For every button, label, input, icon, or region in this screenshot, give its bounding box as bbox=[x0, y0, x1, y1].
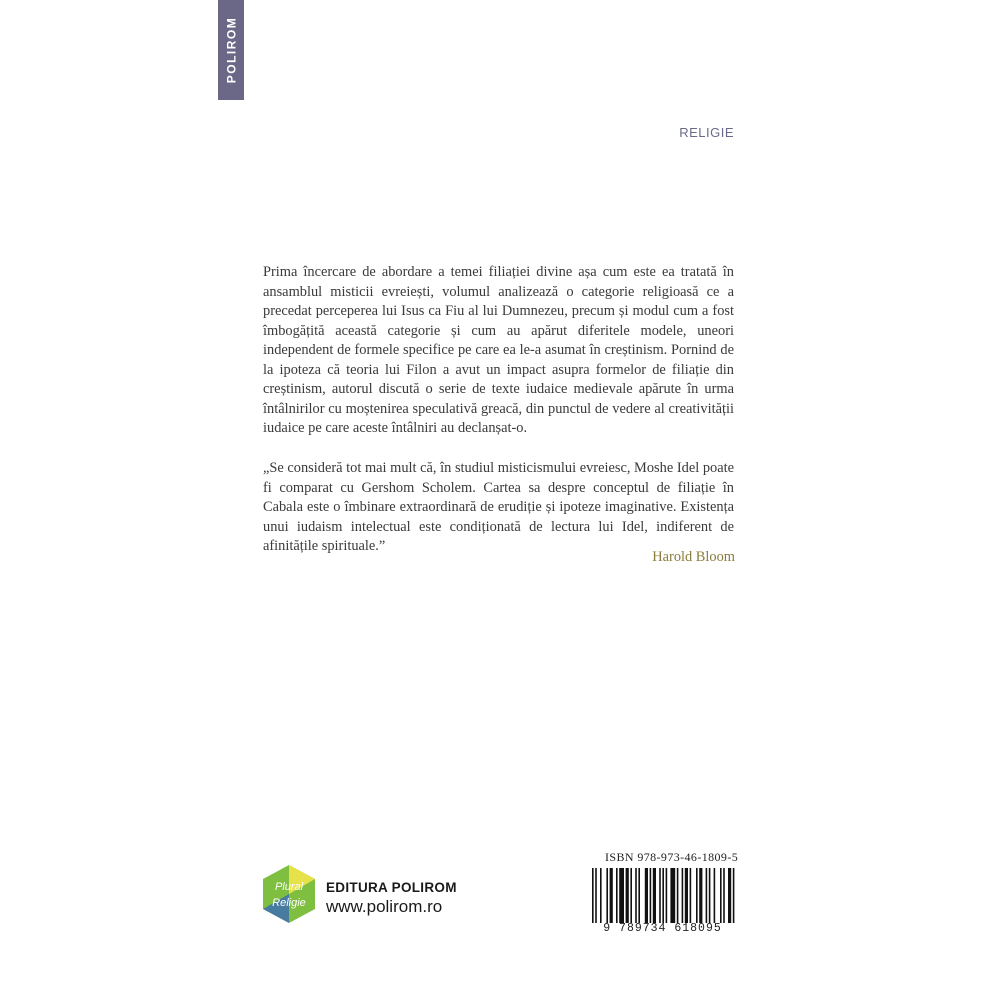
barcode-bar bbox=[709, 868, 711, 923]
barcode-bar bbox=[677, 868, 679, 923]
barcode-bar bbox=[733, 868, 735, 923]
spine-publisher-tab bbox=[218, 0, 244, 100]
barcode-bar bbox=[606, 868, 608, 923]
barcode-bar bbox=[592, 868, 594, 923]
barcode-bar bbox=[630, 868, 632, 923]
barcode-bar bbox=[728, 868, 731, 923]
review-quote: „Se consideră tot mai mult că, în studiul misticismului evreiesc, Moshe Idel poate fi comparat cu Gershom Scholem. Cartea sa despre conceptul de filiație în Cabala este o îmbinare extraordinară de erudiție și ipoteze imaginative. Existența unui iudaism intelectual este condiționată de lectura lui Idel, indiferent de afinitățile spirituale.” bbox=[263, 460, 734, 554]
barcode-bar bbox=[610, 868, 613, 923]
barcode-bar bbox=[619, 868, 624, 923]
barcode-bar bbox=[714, 868, 716, 923]
logo-text-bottom: Religie bbox=[272, 897, 306, 909]
barcode-bar bbox=[645, 868, 648, 923]
category-label: RELIGIE bbox=[679, 125, 734, 140]
barcode-bar bbox=[699, 868, 702, 923]
publisher-url: www.polirom.ro bbox=[326, 897, 443, 916]
barcode-bar bbox=[616, 868, 618, 923]
barcode-bar bbox=[685, 868, 688, 923]
barcode-bar bbox=[600, 868, 602, 923]
barcode bbox=[590, 868, 735, 923]
barcode-bar bbox=[706, 868, 708, 923]
plural-religie-logo bbox=[262, 864, 316, 924]
barcode-bar bbox=[635, 868, 637, 923]
barcode-bar bbox=[720, 868, 722, 923]
book-description: Prima încercare de abordare a temei filiației divine așa cum este ea tratată în ansamblul misticii evreiești, volumul analizează o categorie religioasă ce a precedat perceperea lui Isus ca Fiu al lui Dumnezeu, precum și modul cum a fost îmbogățită această categorie și cum au apărut diferitele modele, uneori independent de formele specifice pe care ea le-a asumat în creștinism. Pornind de la ipoteza că teoria lui Filon a avut un impact asupra formelor de filiație din creștinism, autorul discută o serie de texte iudaice medievale apărute în urma întâlnirilor cu moștenirea speculativă greacă, din punctul de vedere al creativității iudaice pe care aceste întâlniri au declanșat-o. bbox=[263, 264, 734, 436]
barcode-bar bbox=[659, 868, 661, 923]
isbn-label: ISBN 978-973-46-1809-5 bbox=[605, 850, 739, 864]
logo-text-top: Plural bbox=[274, 881, 304, 893]
spine-label: POLIROM bbox=[224, 16, 238, 84]
barcode-bar bbox=[690, 868, 692, 923]
barcode-bar bbox=[653, 868, 656, 923]
barcode-bar bbox=[723, 868, 725, 923]
barcode-bar bbox=[650, 868, 652, 923]
barcode-bar bbox=[626, 868, 629, 923]
barcode-bar bbox=[682, 868, 684, 923]
publisher-name: EDITURA POLIROM bbox=[326, 880, 457, 895]
barcode-bar bbox=[662, 868, 664, 923]
quote-author: Harold Bloom bbox=[652, 549, 735, 565]
barcode-bar bbox=[666, 868, 668, 923]
publisher-block bbox=[326, 880, 457, 917]
barcode-bar bbox=[595, 868, 597, 923]
barcode-bar bbox=[696, 868, 698, 923]
barcode-bar bbox=[638, 868, 640, 923]
barcode-digits: 9 789734 618095 bbox=[603, 922, 722, 935]
barcode-bar bbox=[670, 868, 675, 923]
